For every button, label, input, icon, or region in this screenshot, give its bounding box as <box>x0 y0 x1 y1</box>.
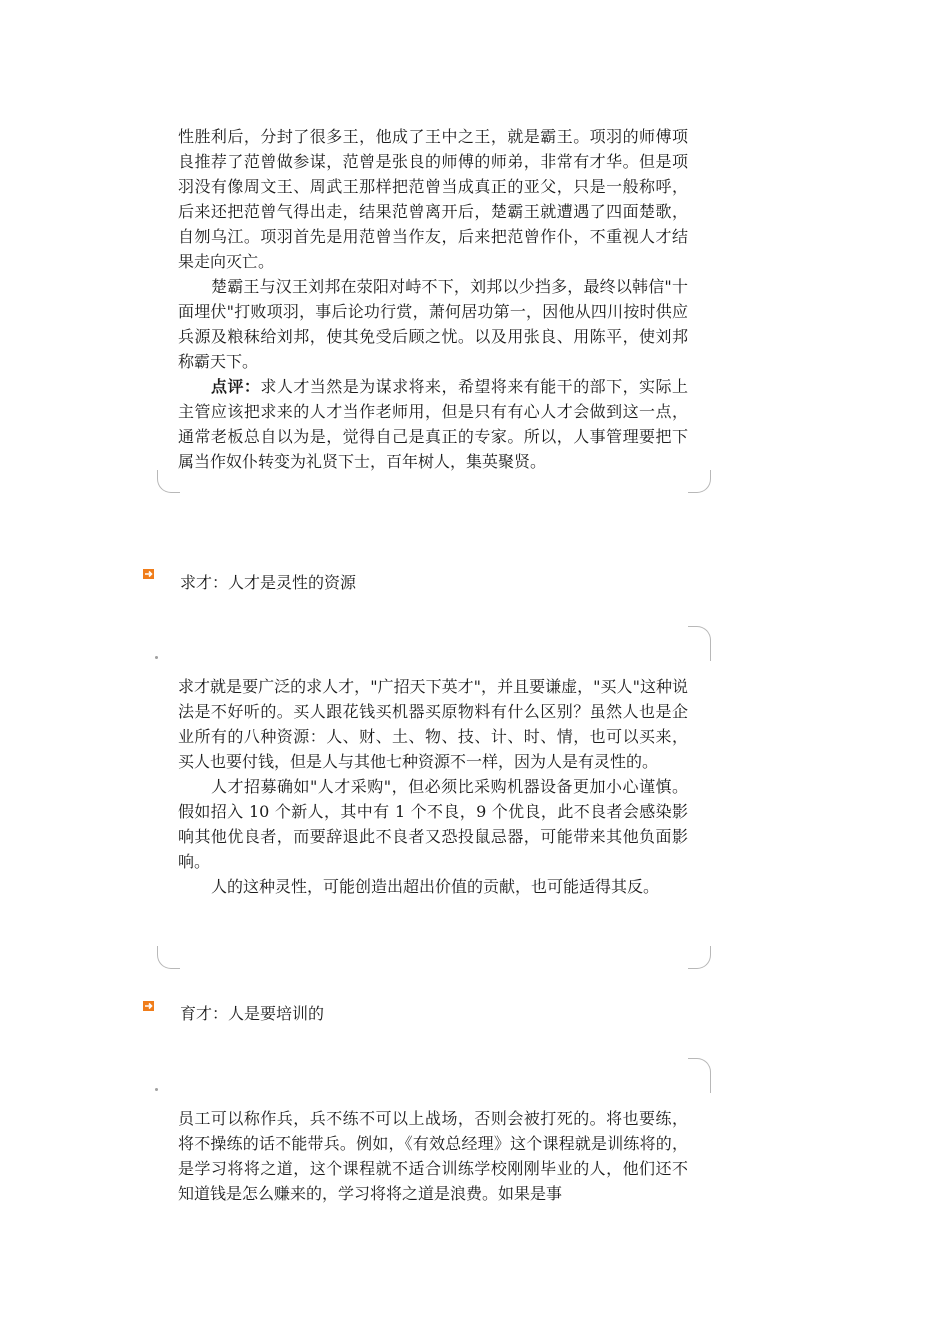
frame-corner-bottom-left <box>157 946 180 969</box>
arrow-bullet-icon <box>143 1001 154 1011</box>
paragraph: 性胜利后，分封了很多王，他成了王中之王，就是霸王。项羽的师傅项良推荐了范曾做参谋，范曾是张良的师傅的师弟，非常有才华。但是项羽没有像周文王、周武王那样把范曾当成真正的亚父，只是一般称呼，后来还把范曾气得出走，结果范曾离开后，楚霸王就遭遇了四面楚歌，自刎乌江。项羽首先是用范曾当作友，后来把范曾作仆，不重视人才结果走向灭亡。 <box>178 127 688 271</box>
paragraph: 求才就是要广泛的求人才，"广招天下英才"，并且要谦虚，"买人"这种说法是不好听的。买人跟花钱买机器买原物料有什么区别？虽然人也是企业所有的八种资源：人、财、土、物、技、计、时、情，也可以买来，买人也要付钱，但是人与其他七种资源不一样，因为人是有灵性的。 <box>178 677 688 771</box>
frame-marker <box>155 1088 158 1091</box>
frame-corner-top-right <box>688 1058 711 1093</box>
commentary-paragraph <box>178 374 688 474</box>
commentary-label: 点评： <box>211 377 261 396</box>
frame-corner-bottom-left <box>157 470 180 493</box>
paragraph: 楚霸王与汉王刘邦在荥阳对峙不下，刘邦以少挡多，最终以韩信"十面埋伏"打败项羽，事后论功行赏，萧何居功第一，因他从四川按时供应兵源及粮秣给刘邦，使其免受后顾之忧。以及用张良、用陈平，使刘邦称霸天下。 <box>178 277 688 371</box>
paragraph: 人的这种灵性，可能创造出超出价值的贡献，也可能适得其反。 <box>211 877 660 896</box>
text-block-1 <box>178 124 688 474</box>
section-heading-training: 育才：人是要培训的 <box>180 1004 325 1023</box>
section-heading-recruit: 求才：人才是灵性的资源 <box>180 573 357 592</box>
text-block-3 <box>178 1106 688 1206</box>
frame-marker <box>155 656 158 659</box>
frame-corner-bottom-right <box>688 946 711 969</box>
paragraph: 人才招募确如"人才采购"，但必须比采购机器设备更加小心谨慎。假如招入 10 个新人，其中有 1 个不良，9 个优良，此不良者会感染影响其他优良者，而要辞退此不良者又恐投鼠忌器，可能带来其他负面影响。 <box>178 777 688 871</box>
commentary-text: 求人才当然是为谋求将来，希望将来有能干的部下，实际上主管应该把求来的人才当作老师用，但是只有有心人才会做到这一点，通常老板总自以为是，觉得自己是真正的专家。所以，人事管理要把下属当作奴仆转变为礼贤下士，百年树人，集英聚贤。 <box>178 377 688 471</box>
paragraph: 员工可以称作兵，兵不练不可以上战场，否则会被打死的。将也要练，将不操练的话不能带兵。例如，《有效总经理》这个课程就是训练将的，是学习将将之道，这个课程就不适合训练学校刚刚毕业的人，他们还不知道钱是怎么赚来的，学习将将之道是浪费。如果是事 <box>178 1109 688 1203</box>
frame-corner-bottom-right <box>688 470 711 493</box>
arrow-bullet-icon <box>143 569 154 579</box>
frame-corner-top-right <box>688 626 711 661</box>
text-block-2 <box>178 674 688 899</box>
